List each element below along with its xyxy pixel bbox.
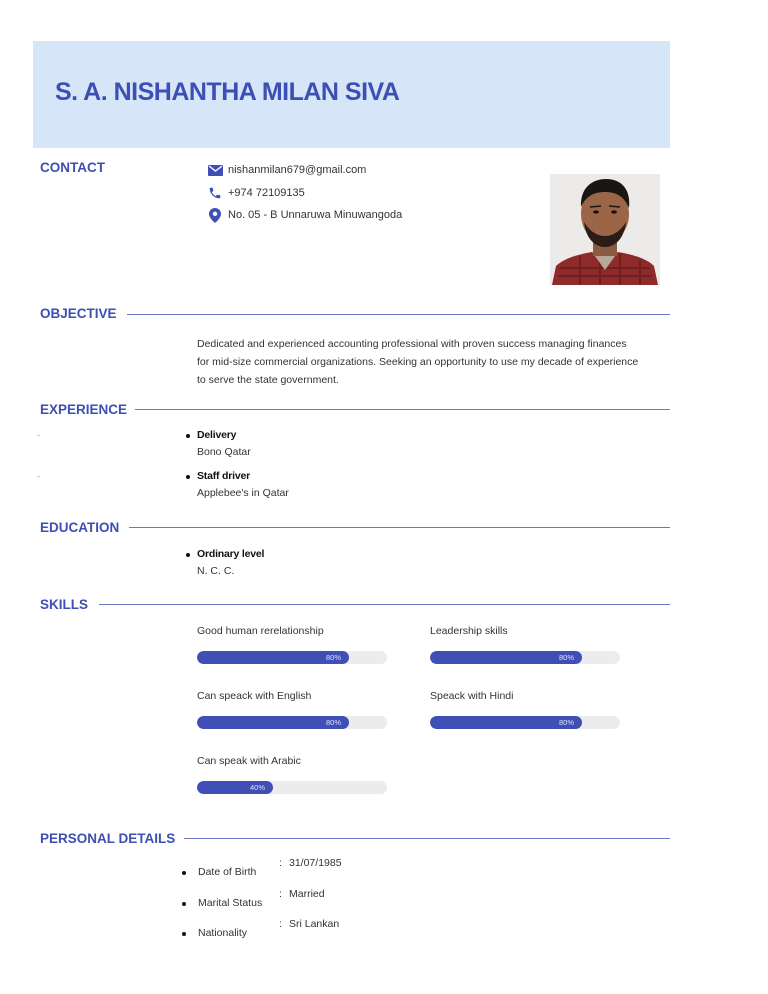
contact-section-title: CONTACT <box>40 160 105 175</box>
education-item <box>197 548 264 577</box>
detail-label: Date of Birth <box>198 866 257 878</box>
skill-bar-track <box>197 716 387 729</box>
detail-separator: : <box>279 857 282 869</box>
objective-line: for mid-size commercial organizations. Seeking an opportunity to use my decade of experience <box>197 356 639 368</box>
candidate-name: S. A. NISHANTHA MILAN SIVA <box>55 78 400 106</box>
detail-value: Sri Lankan <box>289 918 340 930</box>
phone-icon <box>207 186 223 200</box>
personal-details-divider <box>184 838 670 839</box>
divider-mark <box>37 435 40 436</box>
skill-item <box>197 755 387 794</box>
skill-percent: 80% <box>558 653 574 662</box>
education-divider <box>129 527 670 528</box>
email-text: nishanmilan679@gmail.com <box>228 164 367 176</box>
experience-divider <box>135 409 670 410</box>
skills-section-title: SKILLS <box>40 597 89 612</box>
skill-name: Leadership skills <box>430 625 508 637</box>
skills-divider <box>99 604 670 605</box>
skill-bar-track <box>430 651 620 664</box>
skill-bar-fill <box>197 651 349 664</box>
skill-bar-fill <box>430 651 582 664</box>
experience-company: Applebee's in Qatar <box>197 487 289 499</box>
divider-mark <box>37 476 40 477</box>
map-pin-icon <box>207 208 223 222</box>
skill-percent: 40% <box>249 783 265 792</box>
contact-email[interactable] <box>207 163 366 177</box>
skill-percent: 80% <box>325 653 341 662</box>
detail-label: Nationality <box>198 927 248 939</box>
objective-line: to serve the state government. <box>197 374 339 386</box>
skill-item <box>197 690 387 729</box>
objective-line: Dedicated and experienced accounting professional with proven success managing finances <box>197 338 627 350</box>
detail-separator: : <box>279 888 282 900</box>
experience-section-title: EXPERIENCE <box>40 402 128 417</box>
detail-separator: : <box>279 918 282 930</box>
skill-name: Speack with Hindi <box>430 690 514 702</box>
skill-item <box>430 625 620 664</box>
personal-details-section-title: PERSONAL DETAILS <box>40 831 176 846</box>
objective-section-title: OBJECTIVE <box>40 306 117 321</box>
experience-item <box>197 470 289 499</box>
education-school: N. C. C. <box>197 565 235 577</box>
envelope-icon <box>207 163 223 177</box>
education-level: Ordinary level <box>197 548 265 560</box>
experience-role: Delivery <box>197 429 251 441</box>
skill-bar-fill <box>430 716 582 729</box>
skill-bar-fill <box>197 716 349 729</box>
skill-item <box>430 690 620 729</box>
experience-item <box>197 429 251 458</box>
detail-label: Marital Status <box>198 897 263 909</box>
objective-divider <box>127 314 670 315</box>
contact-phone[interactable] <box>207 186 305 200</box>
phone-text: +974 72109135 <box>228 187 305 199</box>
skill-percent: 80% <box>558 718 574 727</box>
skill-bar-fill <box>197 781 273 794</box>
contact-address <box>207 208 402 222</box>
skill-percent: 80% <box>325 718 341 727</box>
profile-photo <box>550 174 660 285</box>
experience-company: Bono Qatar <box>197 446 251 458</box>
skill-bar-track <box>197 781 387 794</box>
skill-item <box>197 625 387 664</box>
address-text: No. 05 - B Unnaruwa Minuwangoda <box>228 209 403 221</box>
objective-text <box>197 335 675 389</box>
detail-value: Married <box>289 888 325 900</box>
skill-bar-track <box>430 716 620 729</box>
skill-bar-track <box>197 651 387 664</box>
experience-role: Staff driver <box>197 470 289 482</box>
education-section-title: EDUCATION <box>40 520 120 535</box>
skill-name: Good human rerelationship <box>197 625 324 637</box>
detail-value: 31/07/1985 <box>289 857 342 869</box>
skill-name: Can speak with Arabic <box>197 755 301 767</box>
skill-name: Can speack with English <box>197 690 312 702</box>
